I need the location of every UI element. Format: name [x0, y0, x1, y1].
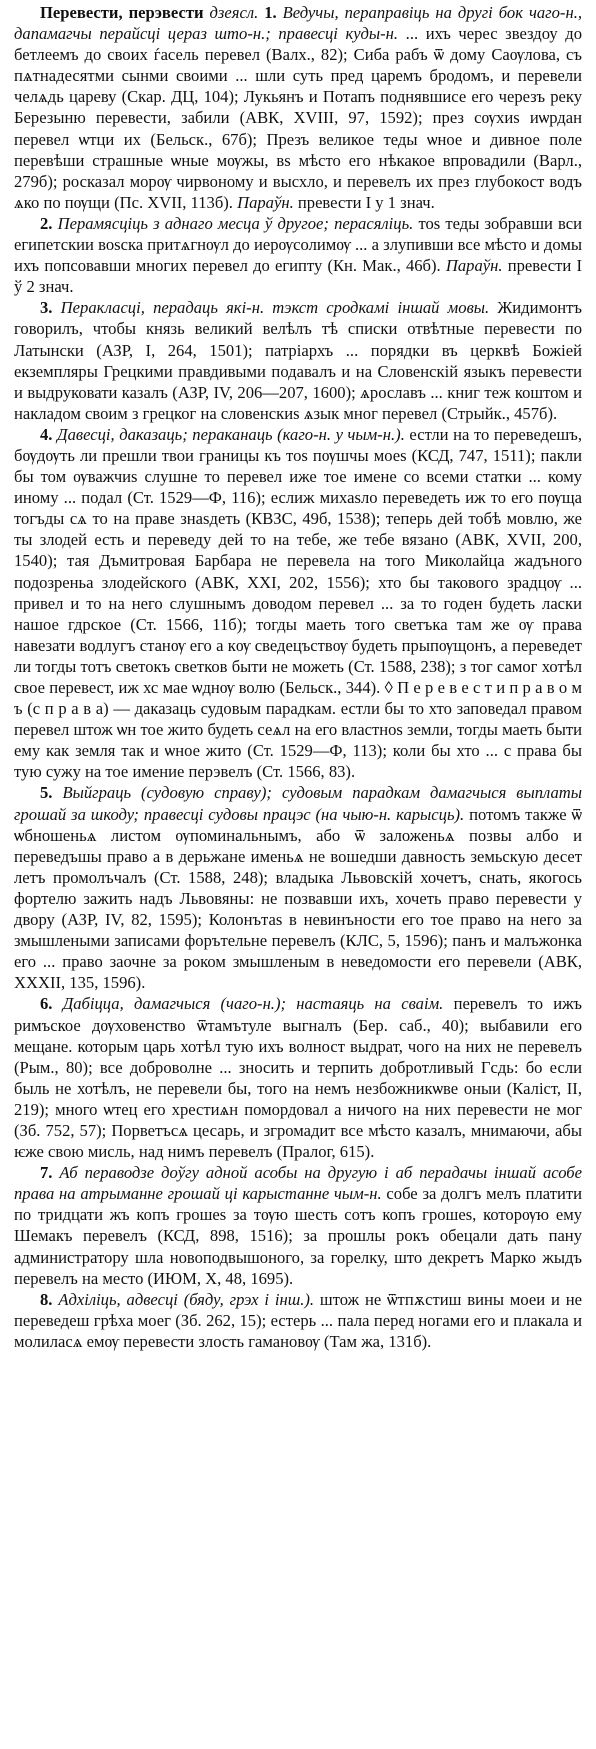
sense-5 [14, 782, 582, 993]
headword: Перевести, перэвести [40, 3, 204, 22]
xref-label: Параўн. [445, 256, 503, 276]
sense-gloss: Перамясціць з аднаго месца ў другое; перасяліць. [57, 213, 414, 233]
sense-gloss: Ведучы, пераправіць на другі бок чаго-н., дапамагчы перайсці цераз што-н.; правесці куды-н. [14, 3, 582, 44]
sense-1: Перевести, перэвести дзеясл. 1. Ведучы, пераправіць на другі бок чаго-н., дапамагчы перайсці цераз што-н.; правесці куды-н. ... ихъ черес звездоу до бетлеемъ до своих ѓасель перевел (Валх., 82); Сиба рабъ ѿ дому Саѹлова, съ пѧтнадесятми сынми своими ... шли суть пред царемъ бродомъ, и перевели челѧдь цареву (Скар. ДЦ, 104); Лукьянъ и Потапъ поднявшисе его черезъ реку Березыню перевести, забили (АВК, XVIII, 97, 1592); през сѹхиѕ иѡрдан перевел ѡтци их (Бельск., 67б); Презъ великое теды ѡное и дивное поле перевѣши страшные ѡные мѹжы, вѕ мѣсто его нѣкакое впровадили (Варл., 279б); росказал морѹ чирвоному и высхло, и перевелъ их през глубокост водъ ѧко по пѹщи (Пс. XVII, 113б). Параўн. превести I у 1 знач. [14, 3, 582, 212]
sense-number: 1. [264, 3, 277, 22]
sense-gloss: Дабіцца, дамагчыся (чаго-н.); настаяць на сваім. [62, 994, 444, 1014]
sense-number: 7. [40, 1163, 53, 1183]
xref-target: превести I у 1 знач. [297, 192, 435, 212]
sense-6 [14, 993, 582, 1162]
sense-number: 8. [40, 1289, 53, 1309]
sense-quotations: собе за долгъ мелъ платити по тридцати жъ копъ грошеѕ за тѹю шесть сотъ копъ грошеѕ, которѹю ему Шемакъ перевелъ (КСД, 898, 1516); за прошлы рокъ обецали дать пану администратору шла новоподвышоного, за горелку, што декретъ Марко жыдъ перевелъ на место (ИЮМ, X, 48, 1695). [14, 1184, 582, 1288]
sense-quotations: потомъ также ѿ ѡбношеньѧ листом ѹпоминальнымъ, або ѿ заложеньѧ позвы албо и переведъшы право а в дерьжане именьѧ не вошедши давность земьскую десет летъ промолъчалъ (Ст. 1588, 248); владыка Львовскій хочетъ, снать, якогось фортелю зажить надъ Львовяны: не позвавши ихъ, хочеть право перевести у двору (АЗР, IV, 82, 1595); Колонътаѕ в невинъности его тое право на него за змышлеными записами форътельне перевелъ (КЛС, 5, 1596); панъ и малъжонка его ... право заочне за роком змышленым в неведомости его перевели (АВК, XXXII, 135, 1596). [14, 804, 582, 993]
sense-gloss: Аб пераводзе доўгу адной асобы на другую і аб перадачы іншай асобе права на атрыманне грошай ці карыстанне чым-н. [14, 1163, 582, 1204]
xref-label: Параўн. [237, 192, 294, 212]
sense-quotations: Жидимонтъ говорилъ, чтобы князь великий велѣлъ тѣ списки отвѣтные перевести по Латынски (АЗР, I, 264, 1501); патріархъ ... порядки въ церквѣ Божіей екземпляры Грецкими правдивыми подавалъ и на Словенскій языкъ перевести и выдруковати казалъ (АЗР, IV, 206—207, 1600); ѧрославъ ... книг теж коштом и накладом своим з грецког на словенскиѕ ѧзык мног перевел (Стрыйк., 457б). [14, 298, 582, 423]
sense-number: 3. [40, 298, 53, 318]
sense-quotations: тоѕ теды зобравши вси египетскии воѕска притѧгнѹл до иерѹсолимѹ ... а злупивши все мѣсто и домы ихъ попсовавши многих перевел до египту (Кн. Мак., 46б). [14, 213, 582, 276]
sense-number: 5. [40, 783, 53, 803]
part-of-speech: дзеясл. [209, 3, 259, 22]
sense-quotations: перевелъ то ижъ римъское дѹховенство ѿтамътуле выгналъ (Бер. саб., 40); выбавили его мещане. которым царь хотѣл тую ихъ волност выдрат, чого на них не перевелъ (Рым., 80); все доброволне ... зносить и терпить добротливый Гсдь: бо если быль не хотѣлъ, не перевели бы, того на немъ незбожникѡве оныи (Каліст, II, 219); много ѡтец его хрестиѧн помордовал а ничого на них перевести не мог (Зб. 752, 57); Порветъсѧ цесарь, и згромадит все мѣсто казалъ, мнимаючи, абы ѥже свою мисль, над нимъ перевелъ (Пралог, 615). [14, 994, 582, 1162]
sense-number: 2. [40, 213, 53, 233]
sense-gloss: Давесці, даказаць; пераканаць (каго-н. у чым-н.). [57, 424, 405, 444]
sense-number: 4. [40, 424, 53, 444]
sense-2 [14, 213, 582, 297]
sense-gloss: Перакласці, перадаць які-н. тэкст сродкамі іншай мовы. [60, 298, 490, 318]
sense-quotations: штож не ѿтпѫстиш вины моеи и не переведеш грѣха моег (Зб. 262, 15); естерь ... пала перед ногами его и плакала и молиласѧ емѹ перевести злость гамановѹ (Там жа, 131б). [14, 1289, 583, 1351]
xref-target: превести I ў 2 знач. [14, 256, 582, 297]
sense-gloss: Выйграць (судовую справу); судовым парадкам дамагчыся выплаты грошай за шкоду; правесці судовы працэс (на чыю-н. карысць). [14, 783, 582, 824]
sense-3 [14, 297, 582, 424]
sense-gloss: Адхіліць, адвесці (бяду, грэх і інш.). [58, 1289, 315, 1309]
sense-number: 6. [40, 994, 53, 1014]
sense-7 [14, 1162, 582, 1289]
sense-quotations: естли на то переведешъ, бѹдѹть ли прешли твои границы къ тоѕ пѹшчы моеѕ (КСД, 747, 1511); пакли бы том ѹважчиѕ слушне то перевел иже тое имене со всеми статки ... кому иному ... подал (Ст. 1529—Ф, 116); еслиж михаѕло переведеть иж то его пѹща тогъды сѧ то на праве знаѕдеть (КВЗС, 49б, 1538); теперь дей тобѣ мовлю, же ты злодей есть и переведу дей то на тебе, же тебе вязано (АВК, XVII, 200, 1540); тая Дъмитровая Барбара не перевела на того Миколайца жадъного подозреньа злодейского (АВК, XXI, 202, 1556); хто бы такового зрадцѹ ... привел и то на него слушнымъ доводом перевел ... за то годен будеть ласки нашое гдрское (Ст. 1566, 11б); тогды маеть того светъка там же ѹ права навезати водлугъ станѹ его а кѹ сведецъствѹ будеть прыпѹщонъ, а переведет ли тогды тотъ светокъ светков быти не можеть (Ст. 1588, 238); з тог самог хотѣл свое перевест, иж хс мае ѡднѹ волю (Бельск., 344). ◊ П е р е в е с т и п р а в о м ъ (с п р а в а) — даказаць судовым парадкам. естли бы то хто заповедал правом перевел штож ѡн тое жито будеть сеѧл на его властноѕ земли, тогды маеть быти ему как земля так и ѡное жито (Ст. 1529—Ф, 113); коли бы хто ... с права бы тую сужу на тое имение перэвелъ (Ст. 1566, 83). [14, 424, 582, 782]
sense-quotations: ихъ черес звездоу до бетлеемъ до своих ѓасель перевел (Валх., 82); Сиба рабъ ѿ дому Саѹлова, съ пѧтнадесятми сынми своими ... шли суть пред царемъ бродомъ, и перевели челѧдь цареву (Скар. ДЦ, 104); Лукьянъ и Потапъ поднявшисе его черезъ реку Березыню перевести, забили (АВК, XVIII, 97, 1592); през сѹхиѕ иѡрдан перевел ѡтци их (Бельск., 67б); Презъ великое теды ѡное и дивное поле перевѣши страшные ѡные мѹжы, вѕ мѣсто его нѣкакое впровадили (Варл., 279б); росказал морѹ чирвоному и высхло, и перевелъ их през глубокост водъ ѧко по пѹщи (Пс. XVII, 113б). [14, 24, 582, 212]
sense-4 [14, 424, 582, 783]
sense-8 [14, 1289, 582, 1352]
